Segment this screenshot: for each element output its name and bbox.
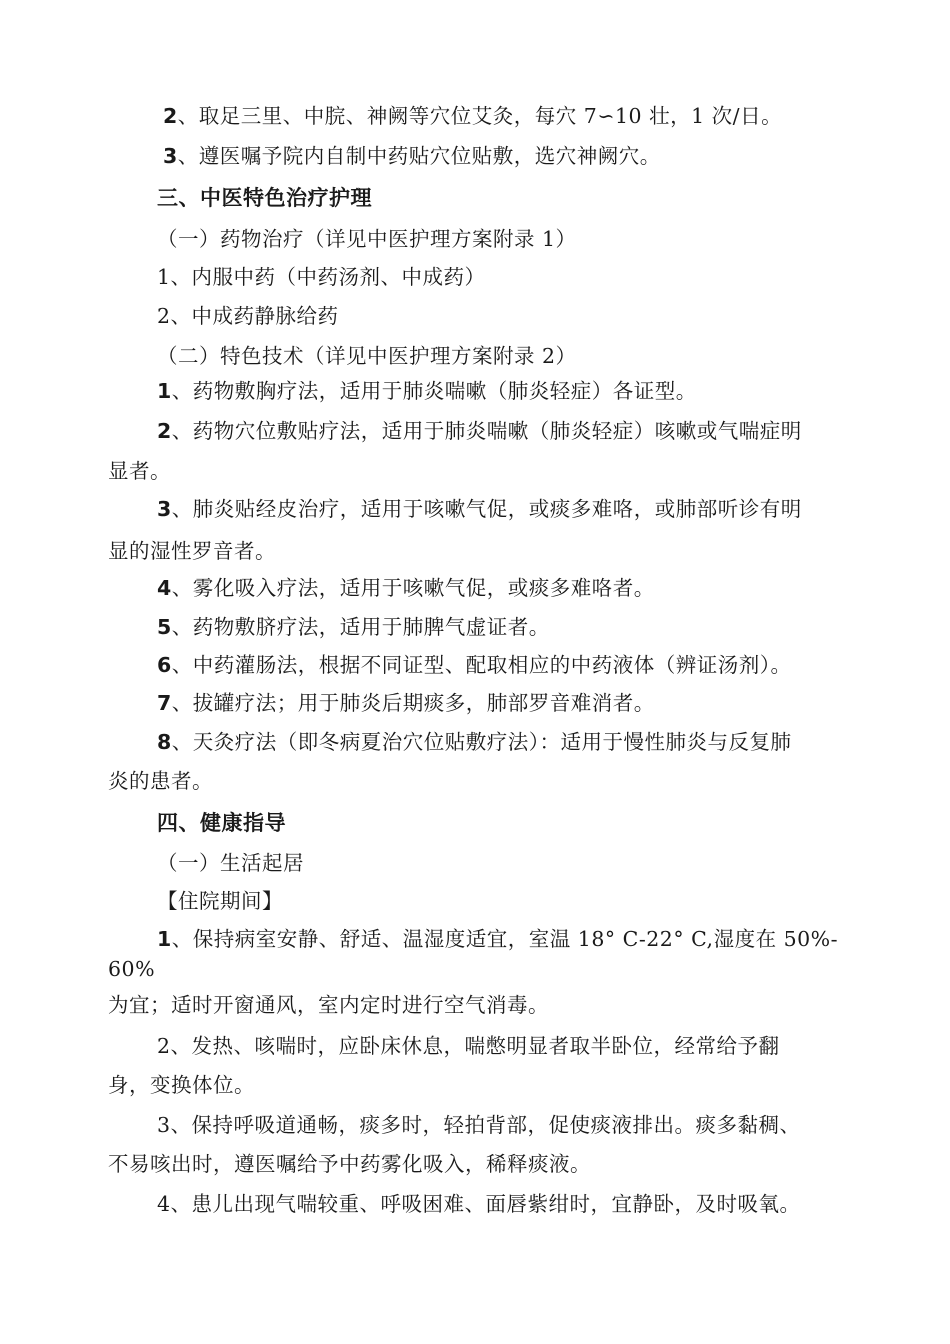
line-text: （一）生活起居 [157,851,304,875]
section-heading: 三、中医特色治疗护理 [157,186,372,210]
line-text: 、药物穴位敷贴疗法，适用于肺炎喘嗽（肺炎轻症）咳嗽或气喘症明 [171,419,802,443]
item-number: 2 [157,419,172,443]
text-line [157,690,655,716]
section-heading: 四、健康指导 [157,811,286,835]
line-text: 、肺炎贴经皮治疗，适用于咳嗽气促，或痰多难咯，或肺部听诊有明 [171,497,802,521]
text-line [157,888,283,914]
line-text: 、天灸疗法（即冬病夏治穴位贴敷疗法）：适用于慢性肺炎与反复肺 [171,730,792,754]
text-line [157,1033,780,1059]
text-line [157,926,838,952]
text-line [108,1072,255,1098]
text-line [108,458,171,484]
line-text: 、遵医嘱予院内自制中药贴穴位贴敷，选穴神阙穴。 [177,144,661,168]
line-text: 身，变换体位。 [108,1073,255,1097]
text-line [157,303,339,329]
text-line [157,729,792,755]
line-text: 3、保持呼吸道通畅，痰多时，轻拍背部，促使痰液排出。痰多黏稠、 [157,1113,801,1137]
item-number: 6 [157,653,172,677]
line-text: （二）特色技术（详见中医护理方案附录 2） [157,344,577,368]
text-line [108,538,276,564]
line-text: 、雾化吸入疗法，适用于咳嗽气促，或痰多难咯者。 [171,576,655,600]
text-line [108,1151,591,1177]
text-line [157,575,655,601]
line-text: 炎的患者。 [108,769,213,793]
text-line [163,103,782,129]
line-text: 、药物敷脐疗法，适用于肺脾气虚证者。 [171,615,550,639]
line-text: 、中药灌肠法，根据不同证型、配取相应的中药液体（辨证汤剂）。 [171,653,792,677]
text-line [163,143,661,169]
text-line [157,850,304,876]
item-number: 1 [157,927,172,951]
line-text: 4、患儿出现气喘较重、呼吸困难、面唇紫绀时，宜静卧，及时吸氧。 [157,1192,801,1216]
item-number: 8 [157,730,172,754]
line-text: 1、内服中药（中药汤剂、中成药） [157,265,486,289]
line-text: 、拔罐疗法；用于肺炎后期痰多，肺部罗音难消者。 [171,691,655,715]
line-text: 、取足三里、中脘、神阙等穴位艾灸，每穴 7∽10 壮，1 次/日。 [177,104,783,128]
item-number: 3 [157,497,172,521]
item-number: 3 [163,144,178,168]
text-line [157,1112,801,1138]
text-line [157,1191,801,1217]
line-text: 2、中成药静脉给药 [157,304,339,328]
text-line [157,614,550,640]
line-text: 【住院期间】 [157,889,283,913]
item-number: 1 [157,379,172,403]
line-text: 、保持病室安静、舒适、温湿度适宜，室温 18° C-22° C,湿度在 50%- [171,927,839,951]
text-line [157,343,577,369]
item-number: 5 [157,615,172,639]
text-line [108,768,213,794]
text-line [108,956,155,982]
item-number: 7 [157,691,172,715]
line-text: 显的湿性罗音者。 [108,539,276,563]
text-line [157,378,697,404]
text-line [157,418,802,444]
line-text: 2、发热、咳喘时，应卧床休息，喘憋明显者取半卧位，经常给予翻 [157,1034,780,1058]
line-text: 、药物敷胸疗法，适用于肺炎喘嗽（肺炎轻症）各证型。 [171,379,697,403]
text-line [157,652,792,678]
line-text: （一）药物治疗（详见中医护理方案附录 1） [157,227,577,251]
text-line [157,226,577,252]
item-number: 4 [157,576,172,600]
line-text: 显者。 [108,459,171,483]
text-line [157,496,802,522]
item-number: 2 [163,104,178,128]
line-text: 为宜；适时开窗通风，室内定时进行空气消毒。 [108,993,549,1017]
line-text: 不易咳出时，遵医嘱给予中药雾化吸入，稀释痰液。 [108,1152,591,1176]
line-text: 60% [108,957,156,981]
text-line [157,264,486,290]
text-line [108,992,549,1018]
